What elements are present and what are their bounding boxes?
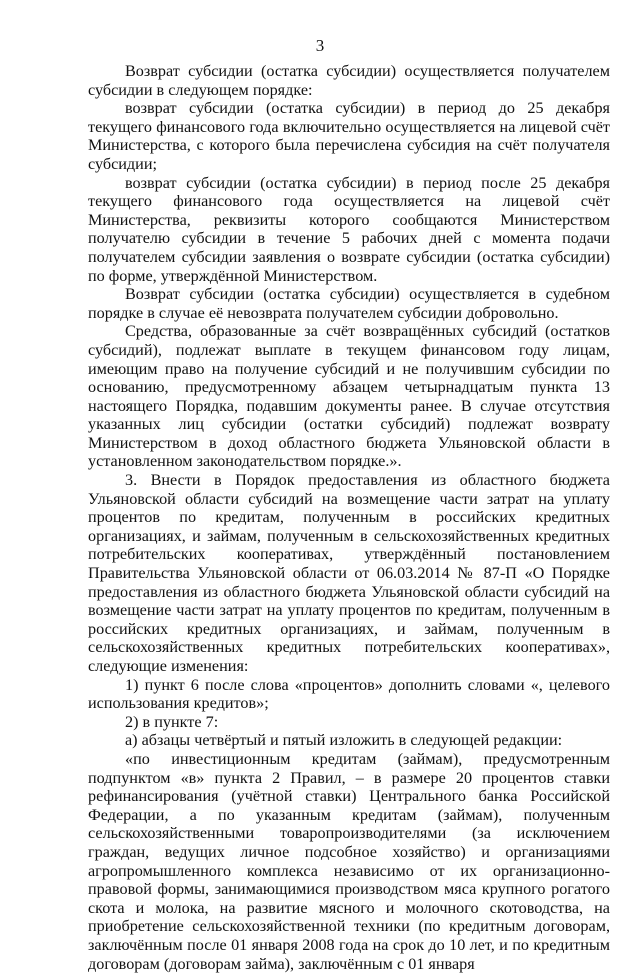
paragraph-item-2: 2) в пункте 7: — [125, 712, 219, 731]
paragraph-refund-order: Возврат субсидии (остатка субсидии) осуществляется получателем субсидии в следующем порядке: — [88, 62, 610, 99]
page-number: 3 — [315, 36, 325, 55]
paragraph-refund-before-dec25: возврат субсидии (остатка субсидии) в период до 25 декабря текущего финансового года включительно осуществляется на лицевой счёт Министерства, с которого была перечислена субсидия на счёт получателя субсидии; — [88, 99, 610, 173]
paragraph-item-1: 1) пункт 6 после слова «процентов» дополнить словами «, целевого использования кредитов»; — [88, 675, 610, 713]
document-body — [88, 62, 610, 973]
paragraph-investment-credits: «по инвестиционным кредитам (займам), предусмотренным подпунктом «в» пункта 2 Правил, – в размере 20 процентов ставки рефинансирования (учётной ставки) Центрального банка Российской Федерации, а по указанным кредитам (займам), полученным сельскохозяйственными товаропроизводителями (за исключением граждан, ведущих личное подсобное хозяйство) и организациями агропромышленного комплекса независимо от их организационно-правовой формы, занимающимися производством мяса крупного рогатого скота и молока, на развитие мясного и молочного скотоводства, на приобретение сельскохозяйственной техники (по кредитным договорам, заключённым после 01 января 2008 года на срок до 10 лет, и по кредитным договорам (договорам займа), заключённым с 01 января — [88, 749, 610, 973]
paragraph-refund-after-dec25: возврат субсидии (остатка субсидии) в период после 25 декабря текущего финансового года осуществляется на лицевой счёт Министерства, реквизиты которого сообщаются Министерством получателю субсидии в течение 5 рабочих дней с момента подачи получателем субсидии заявления о возврате субсидии (остатка субсидии) по форме, утверждённой Министерством. — [88, 173, 610, 285]
paragraph-subitem-a: а) абзацы четвёртый и пятый изложить в следующей редакции: — [125, 731, 563, 750]
paragraph-returned-funds: Средства, образованные за счёт возвращённых субсидий (остатков субсидий), подлежат выплате в текущем финансовом году лицам, имеющим право на получение субсидий и не получившим субсидии по основанию, предусмотренному абзацем четырнадцатым пункта 13 настоящего Порядка, подавшим документы ранее. В случае отсутствия указанных лиц субсидии (остатки субсидий) подлежат возврату Министерством в доход областного бюджета Ульяновской области в установленном законодательством порядке.». — [88, 322, 610, 471]
paragraph-amend-order-3: 3. Внести в Порядок предоставления из областного бюджета Ульяновской области субсидий на возмещение части затрат на уплату процентов по кредитам, полученным в российских кредитных организациях, и займам, полученным в сельскохозяйственных кредитных потребительских кооперативах, утверждённый постановлением Правительства Ульяновской области от 06.03.2014 № 87-П «О Порядке предоставления из областного бюджета Ульяновской области субсидий на возмещение части затрат на уплату процентов по кредитам, полученным в российских кредитных организациях, и займам, полученным в сельскохозяйственных кредитных потребительских кооперативах», следующие изменения: — [88, 471, 610, 675]
paragraph-judicial-refund: Возврат субсидии (остатка субсидии) осуществляется в судебном порядке в случае её невозврата получателем субсидии добровольно. — [88, 285, 610, 322]
